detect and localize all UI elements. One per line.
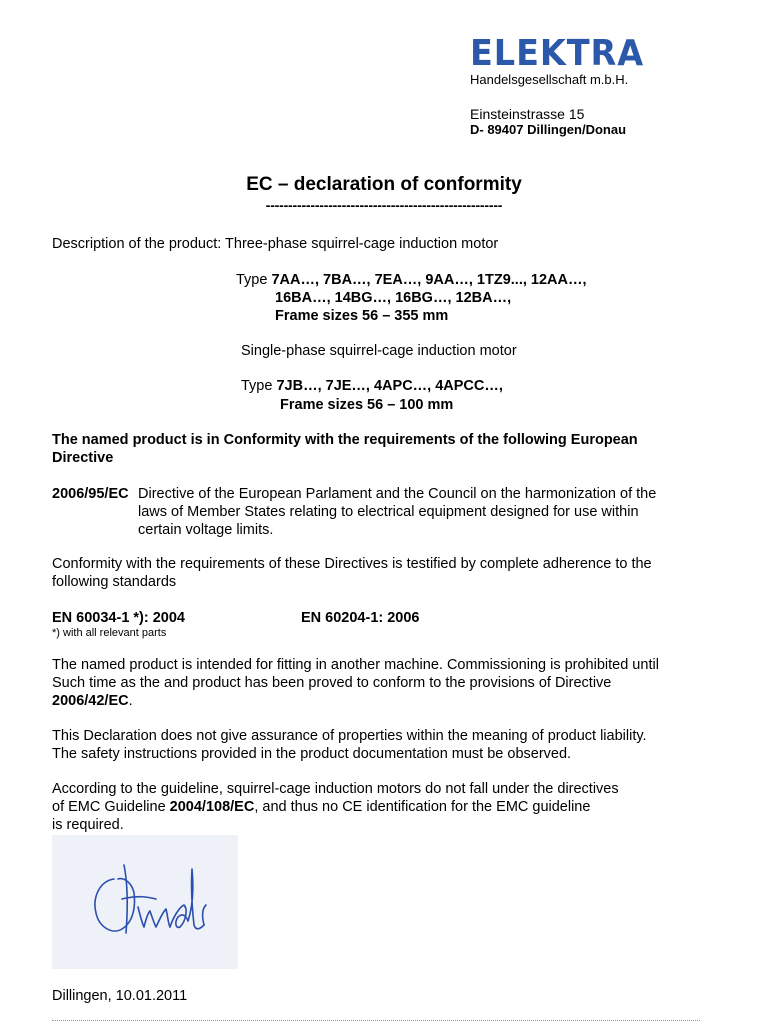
place-date: Dillingen, 10.01.2011 — [52, 988, 188, 1004]
machine-note-1: The named product is intended for fitting in another machine. Commissioning is prohibited until — [52, 657, 659, 673]
signature-image — [52, 835, 238, 969]
standard-en60204: EN 60204-1: 2006 — [301, 610, 420, 626]
company-city: D- 89407 Dillingen/Donau — [470, 122, 627, 137]
directive-text-1: Directive of the European Parlament and the Council on the harmonization of the — [138, 486, 657, 502]
liability-note-2: The safety instructions provided in the product documentation must be observed. — [52, 746, 572, 762]
directive-text-3: certain voltage limits. — [138, 522, 274, 538]
machine-directive-code: 2006/42/EC — [52, 693, 129, 709]
title-underline: ----------------------------------------------------- — [265, 197, 503, 213]
company-street: Einsteinstrasse 15 — [470, 106, 585, 122]
three-phase-types-2: 16BA…, 14BG…, 16BG…, 12BA…, — [275, 290, 512, 306]
single-phase-frame-sizes: Frame sizes 56 – 100 mm — [280, 397, 454, 413]
type-prefix: Type — [241, 378, 277, 394]
product-description: Description of the product: Three-phase squirrel-cage induction motor — [52, 236, 499, 252]
period: . — [128, 693, 133, 709]
emc-note-2 — [52, 798, 590, 816]
standards-intro-2: following standards — [52, 574, 177, 590]
single-phase-type-line — [241, 377, 503, 395]
signature-area — [52, 835, 238, 969]
emc-directive-code: 2004/108/EC — [169, 799, 255, 815]
conformity-statement-2: Directive — [52, 450, 114, 466]
page-divider — [52, 1020, 700, 1021]
standards-footnote: *) with all relevant parts — [52, 627, 167, 639]
emc-note-3: is required. — [52, 817, 124, 833]
single-phase-types: 7JB…, 7JE…, 4APC…, 4APCC…, — [276, 378, 503, 394]
standards-intro-1: Conformity with the requirements of these Directives is testified by complete adherence to the — [52, 556, 652, 572]
company-logo: ELEKTRA — [470, 33, 645, 74]
type-prefix: Type — [236, 272, 272, 288]
three-phase-type-line — [236, 271, 587, 289]
single-phase-heading: Single-phase squirrel-cage induction motor — [241, 343, 517, 359]
machine-note-2: Such time as the and product has been proved to conform to the provisions of Directive — [52, 675, 612, 691]
directive-text-2: laws of Member States relating to electrical equipment designed for use within — [138, 504, 639, 520]
company-type: Handelsgesellschaft m.b.H. — [470, 72, 629, 87]
conformity-statement-1: The named product is in Conformity with the requirements of the following European — [52, 432, 638, 448]
emc-note-start: of EMC Guideline — [52, 799, 170, 815]
emc-note-1: According to the guideline, squirrel-cage induction motors do not fall under the directives — [52, 781, 619, 797]
liability-note-1: This Declaration does not give assurance of properties within the meaning of product liability. — [52, 728, 647, 744]
emc-note-end: , and thus no CE identification for the EMC guideline — [254, 799, 591, 815]
directive-code: 2006/95/EC — [52, 486, 129, 502]
page-title: EC – declaration of conformity — [246, 174, 522, 195]
machine-note-3 — [52, 692, 133, 710]
three-phase-frame-sizes: Frame sizes 56 – 355 mm — [275, 308, 449, 324]
three-phase-types-1: 7AA…, 7BA…, 7EA…, 9AA…, 1TZ9..., 12AA…, — [271, 272, 587, 288]
standard-en60034: EN 60034-1 *): 2004 — [52, 610, 185, 626]
